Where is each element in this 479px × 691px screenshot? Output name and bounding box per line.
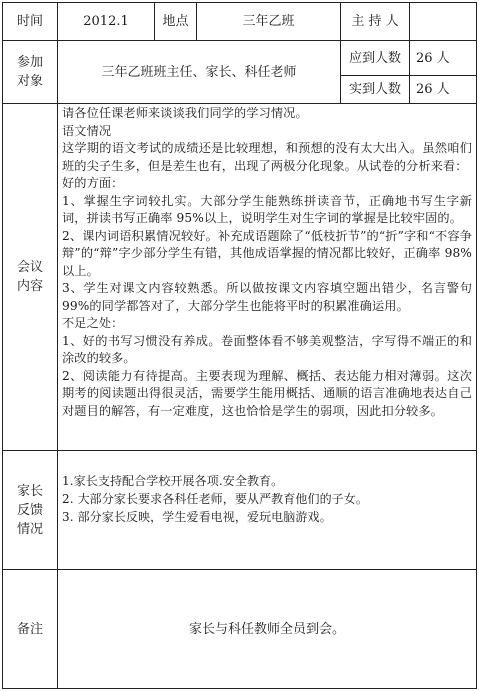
host-value <box>410 3 476 40</box>
content-label-line2: 内容 <box>16 279 43 294</box>
rule <box>2 450 477 451</box>
content-paragraph: 语文情况 <box>62 123 112 138</box>
participants-label-line1: 参加 <box>16 55 43 70</box>
content-paragraph: 请各位任课老师来谈谈我们同学的学习情况。 <box>62 106 308 120</box>
meeting-record-table <box>2 2 477 689</box>
remarks-value: 家长与科任教师全员到会。 <box>188 621 345 637</box>
feedback-label <box>3 451 57 569</box>
feedback-label-line1: 家长 <box>16 483 43 499</box>
remarks-label: 备注 <box>16 621 43 637</box>
content-paragraph: 3、学生对课文内容较熟悉。所以做按课文内容填空题出错少，名言警句99%的同学都答对了，大部分学生也能将平时的积累准确运用。 <box>62 281 472 313</box>
feedback-label-line3: 情况 <box>16 521 43 537</box>
content-paragraph: 这学期的语文考试的成绩还是比较理想，和预想的没有太大出入。虽然咱们班的尖子生多，但是差生也有，出现了两极分化现象。从试卷的分析来看： <box>62 141 472 173</box>
meeting-content <box>62 105 472 420</box>
time-value: 2012.1 <box>83 14 129 29</box>
content-paragraph: 不足之处： <box>62 316 124 330</box>
feedback-label-line2: 反馈 <box>16 502 43 518</box>
rule <box>476 2 477 689</box>
rule <box>2 688 477 689</box>
rule <box>2 103 477 104</box>
content-paragraph: 好的方面： <box>62 176 124 190</box>
content-label <box>3 104 57 450</box>
feedback-list <box>62 472 472 526</box>
time-label: 时间 <box>16 14 43 29</box>
participants-label <box>3 41 57 103</box>
feedback-item: 3. 部分家长反映，学生爱看电视，爱玩电脑游戏。 <box>62 510 332 524</box>
participants-label-line2: 对象 <box>16 74 43 89</box>
place-label: 地点 <box>162 14 189 29</box>
content-paragraph: 1、好的书写习惯没有养成。卷面整体看不够美观整洁，字写得不端正的和涂改的较多。 <box>62 333 472 365</box>
feedback-item: 2. 大部分家长要求各科任老师，要从严教育他们的子女。 <box>62 492 368 506</box>
feedback-item: 1.家长支持配合学校开展各项.安全教育。 <box>62 474 284 488</box>
actual-count-label: 实到人数 <box>348 82 401 97</box>
place-value: 三年乙班 <box>242 14 295 29</box>
expected-count-label: 应到人数 <box>348 50 401 66</box>
actual-count-value: 26 人 <box>416 82 450 97</box>
content-label-line1: 会议 <box>16 260 43 275</box>
expected-count-value: 26 人 <box>416 50 450 66</box>
content-paragraph: 2、课内词语积累情况较好。补充成语题除了“低枝折节”的“折”字和“不容争辩”的“辩”字少部分学生有错，其他成语掌握的情况都比较好，正确率 98%以上。 <box>62 228 472 278</box>
content-paragraph: 1、掌握生字词较扎实。大部分学生能熟练拼读音节，正确地书写生字新词，拼读书写正确率 95%以上，说明学生对生字词的掌握是比较牢固的。 <box>62 193 472 225</box>
host-label: 主 持 人 <box>351 14 399 29</box>
participants-value: 三年乙班班主任、家长、科任老师 <box>101 64 297 80</box>
content-paragraph: 2、阅读能力有待提高。主要表现为理解、概括、表达能力相对薄弱。这次期考的阅读题出得很灵活，需要学生能用概括、通顺的语言准确地表达自己对题目的解答，有一定难度，这也恰恰是学生的弱项，因此扣分较多。 <box>62 368 472 418</box>
